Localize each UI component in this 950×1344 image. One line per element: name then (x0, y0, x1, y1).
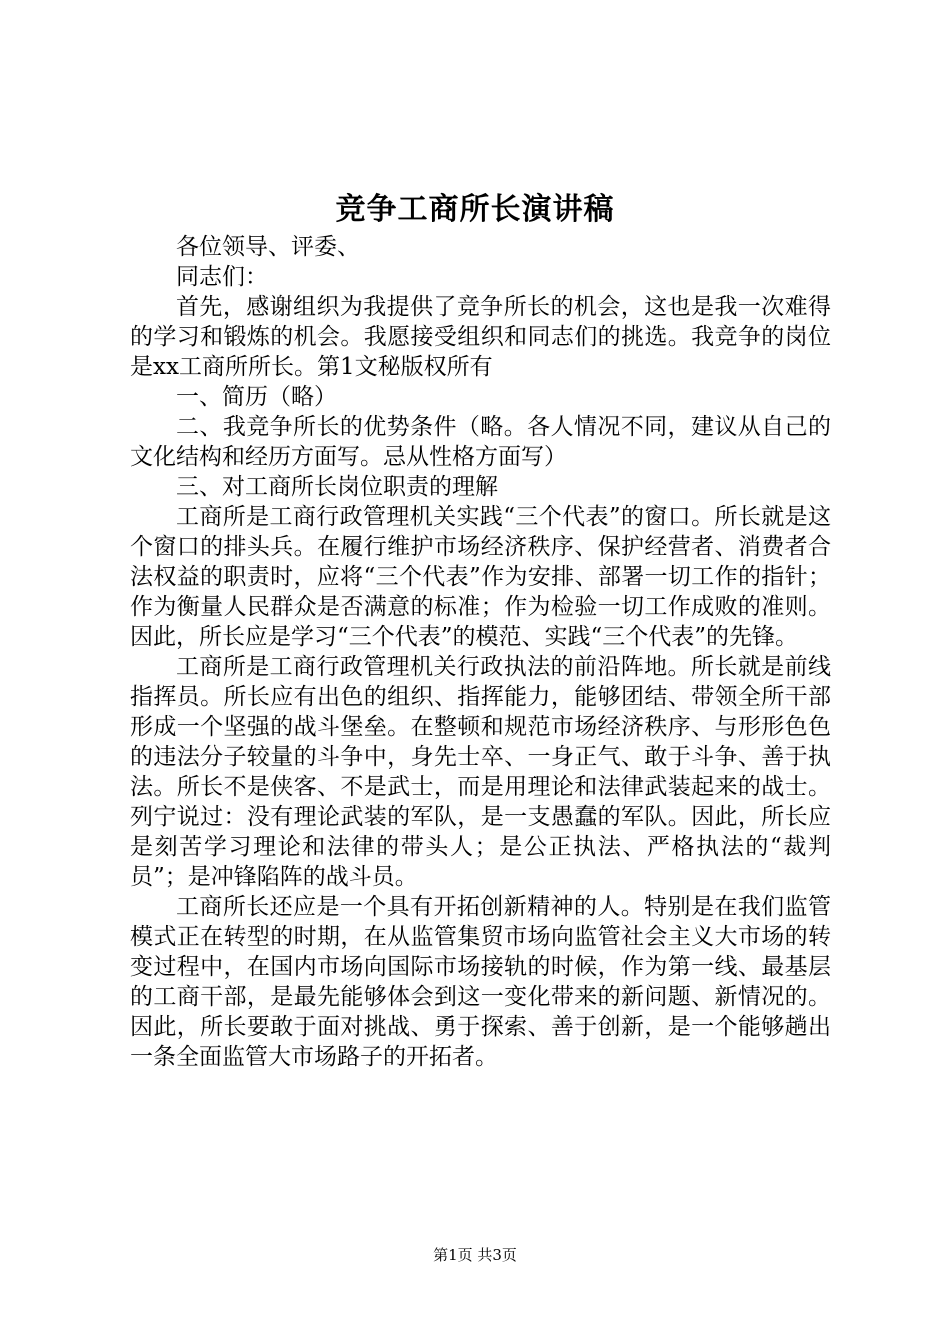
paragraph-section-duties: 三、对工商所长岗位职责的理解 (176, 474, 498, 500)
document-body (130, 232, 831, 1072)
page-footer: 第1页 共3页 (433, 1246, 517, 1264)
paragraph-window: 工商所是工商行政管理机关实践“三个代表”的窗口。所长就是这个窗口的排头兵。在履行维护市场经济秩序、保护经营者、消费者合法权益的职责时，应将“三个代表”作为安排、部署一切工作的指针；作为衡量人民群众是否满意的标准；作为检验一切工作成败的准则。因此，所长应是学习“三个代表”的模范、实践“三个代表”的先锋。 (130, 504, 831, 650)
paragraph-salutation-2: 同志们： (176, 264, 268, 290)
paragraph-frontline: 工商所是工商行政管理机关行政执法的前沿阵地。所长就是前线指挥员。所长应有出色的组织、指挥能力，能够团结、带领全所干部形成一个坚强的战斗堡垒。在整顿和规范市场经济秩序、与形形色色的违法分子较量的斗争中，身先士卒、一身正气、敢于斗争、善于执法。所长不是侠客、不是武士，而是用理论和法律武装起来的战士。列宁说过：没有理论武装的军队，是一支愚蠢的军队。因此，所长应是刻苦学习理论和法律的带头人；是公正执法、严格执法的“裁判员”；是冲锋陷阵的战斗员。 (130, 654, 831, 890)
paragraph-salutation-1: 各位领导、评委、 (176, 234, 360, 260)
paragraph-innovation: 工商所长还应是一个具有开拓创新精神的人。特别是在我们监管模式正在转型的时期，在从监管集贸市场向监管社会主义大市场的转变过程中，在国内市场向国际市场接轨的时候，作为第一线、最基层的工商干部，是最先能够体会到这一变化带来的新问题、新情况的。因此，所长要敢于面对挑战、勇于探索、善于创新，是一个能够趟出一条全面监管大市场路子的开拓者。 (130, 894, 831, 1070)
document-title: 竞争工商所长演讲稿 (335, 192, 615, 227)
paragraph-section-resume: 一、简历（略） (176, 384, 337, 410)
paragraph-opening: 首先，感谢组织为我提供了竞争所长的机会，这也是我一次难得的学习和锻炼的机会。我愿接受组织和同志们的挑选。我竞争的岗位是xx工商所所长。第1文秘版权所有 (130, 294, 831, 380)
paragraph-section-advantages: 二、我竞争所长的优势条件（略。各人情况不同，建议从自己的文化结构和经历方面写。忌从性格方面写） (130, 414, 831, 470)
